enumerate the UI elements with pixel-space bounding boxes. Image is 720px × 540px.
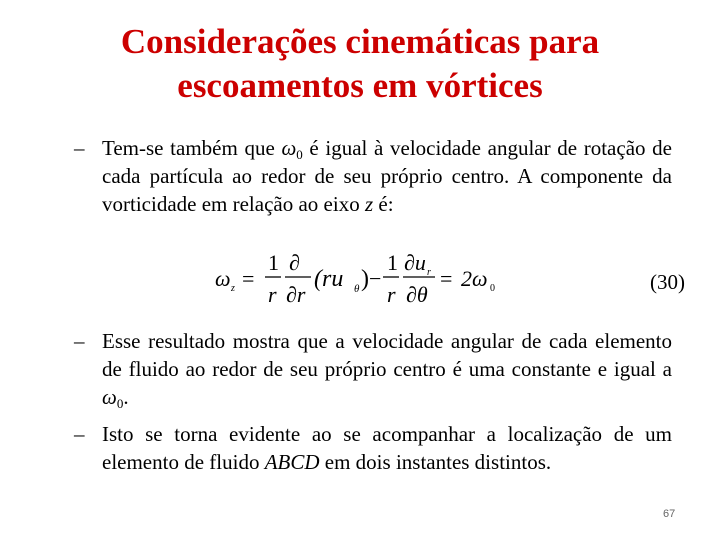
- eq-frac4-num: ∂u: [404, 250, 426, 275]
- eq-u-sub: θ: [354, 283, 360, 295]
- vorticity-equation: [215, 248, 515, 308]
- eq-minus: −: [369, 266, 382, 291]
- omega-subscript: 0: [116, 396, 124, 411]
- bullet-2-text-after: .: [123, 385, 129, 409]
- equation-number: (30): [650, 270, 685, 294]
- bullet-dash: –: [74, 329, 85, 353]
- eq-frac1-den: r: [268, 282, 277, 307]
- abcd-label: ABCD: [264, 450, 320, 474]
- eq-rhs: 2ω: [461, 266, 488, 291]
- eq-ur-sub: r: [427, 267, 431, 278]
- eq-lhs-omega: ω: [215, 266, 231, 291]
- page-number: 67: [663, 508, 676, 520]
- bullet-1-text-mid: é igual à velocidade angular de rotação de cada partícula ao redor de seu próprio centro. A componente da vorticidade em relação ao eixo: [102, 136, 672, 216]
- omega-subscript: 0: [296, 147, 303, 162]
- eq-rhs-sub: 0: [490, 283, 495, 294]
- bullet-2-text-before: Esse resultado mostra que a velocidade angular de cada elemento de fluido ao redor de seu próprio centro é uma constante e igual a: [102, 329, 672, 381]
- bullet-1-text-after: é:: [373, 192, 394, 216]
- omega-symbol: ω: [102, 385, 117, 409]
- slide-title: [0, 20, 720, 108]
- bullet-3-text-before: Isto se torna evidente ao se acompanhar a localização de um elemento de fluido: [102, 422, 672, 474]
- bullet-3: [74, 420, 672, 476]
- bullet-dash: –: [74, 136, 85, 160]
- omega-symbol: ω: [281, 136, 297, 160]
- eq-frac3-num: 1: [387, 250, 398, 275]
- bullet-2: [74, 327, 672, 411]
- eq-paren-close: ): [361, 266, 369, 292]
- eq-frac3-den: r: [387, 282, 396, 307]
- eq-frac1-num: 1: [268, 250, 279, 275]
- eq-equals-2: =: [440, 266, 453, 291]
- eq-frac4-den: ∂θ: [406, 282, 428, 307]
- eq-frac2-den: ∂r: [286, 282, 306, 307]
- bullet-1: [74, 134, 672, 218]
- eq-frac2-num: ∂: [289, 250, 300, 275]
- bullet-3-text-after: em dois instantes distintos.: [319, 450, 552, 474]
- eq-equals-1: =: [242, 266, 255, 291]
- eq-lhs-sub: z: [231, 283, 235, 294]
- title-line-2: escoamentos em vórtices: [177, 66, 543, 105]
- title-line-1: Considerações cinemáticas para: [120, 22, 600, 61]
- z-axis-symbol: z: [364, 192, 374, 216]
- bullet-dash: –: [74, 422, 85, 446]
- eq-paren-content: (ru: [314, 266, 344, 292]
- bullet-1-text-before: Tem-se também que: [102, 136, 282, 160]
